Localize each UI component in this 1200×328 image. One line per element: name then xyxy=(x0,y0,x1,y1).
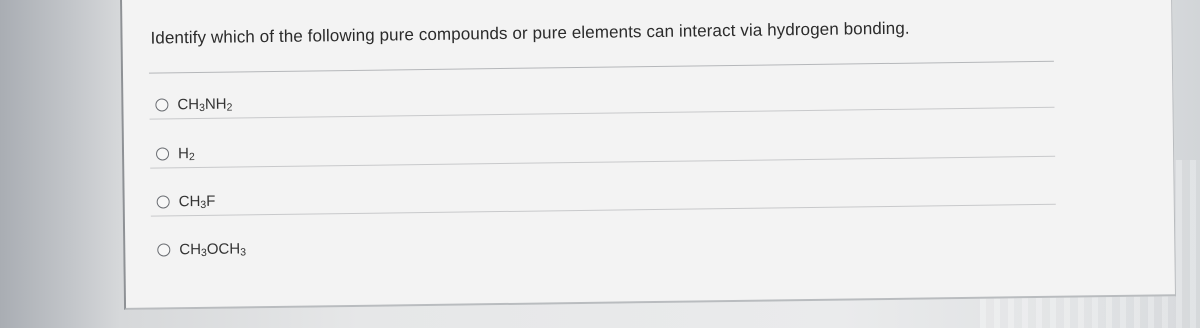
divider xyxy=(150,156,1055,169)
option-label: $H_2$ xyxy=(177,145,195,164)
question-card xyxy=(120,0,1176,310)
option-label: $CH_3OCH_3$ xyxy=(179,240,247,259)
option-label: $CH_3NH_2$ xyxy=(177,95,233,114)
answer-option-ch3nh2[interactable] xyxy=(155,96,232,114)
radio-button-icon[interactable] xyxy=(156,147,169,160)
radio-button-icon[interactable] xyxy=(157,195,170,208)
divider xyxy=(150,107,1055,120)
radio-button-icon[interactable] xyxy=(155,98,168,111)
divider xyxy=(151,204,1056,217)
divider xyxy=(149,61,1054,74)
answer-option-ch3och3[interactable] xyxy=(157,240,246,258)
question-prompt: Identify which of the following pure compounds or pure elements can interact via hydrogen bonding. xyxy=(150,18,910,48)
radio-button-icon[interactable] xyxy=(157,243,170,256)
option-label: $CH_3F$ xyxy=(178,192,216,211)
answer-option-h2[interactable] xyxy=(156,145,195,163)
answer-option-ch3f[interactable] xyxy=(157,193,216,211)
